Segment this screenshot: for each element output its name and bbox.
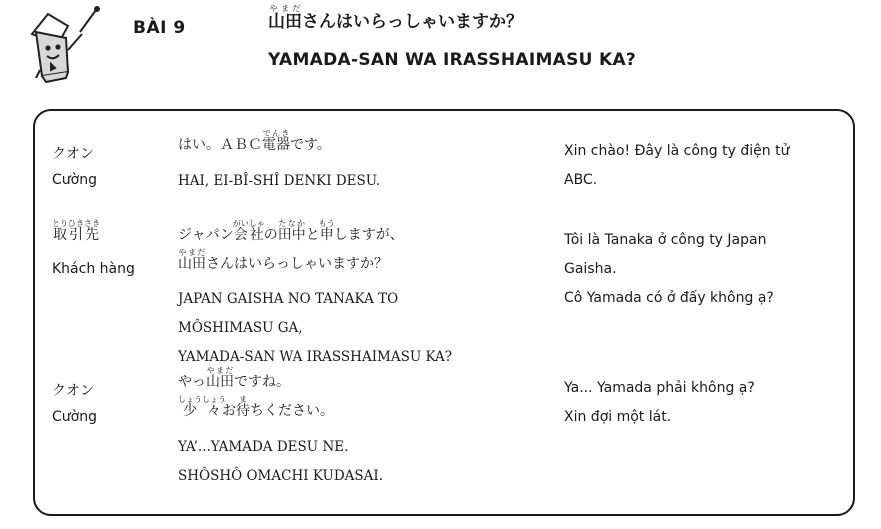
dialogue-romaji: MÔSHIMASU GA, [178,320,303,336]
translation-vn: Xin chào! Đây là công ty điện tử [564,143,790,159]
dialogue-romaji: YA’...YAMADA DESU NE. [178,439,349,455]
translation-vn: Ya... Yamada phải không ạ? [564,380,755,396]
dialogue-romaji: JAPAN GAISHA NO TANAKA TO [178,291,399,307]
dialogue-jp: はい。ＡＢＣ電器でんきです。 [178,129,331,153]
lesson-title-japanese: 山田やまださんはいらっしゃいますか？ [268,4,523,32]
translation-vn: Tôi là Tanaka ở công ty Japan [564,232,767,248]
dialogue-jp: 山田やまださんはいらっしゃいますか？ [178,248,388,272]
dialogue-jp: ジャパン会社がいしゃの田中たなかと申もうしますが、 [178,219,404,243]
speaker-jp: クオン [52,383,94,399]
speaker-vn: Cường [52,409,97,425]
dialogue-box [33,109,855,516]
dialogue-romaji: SHÔSHÔ OMACHI KUDASAI. [178,468,384,484]
lesson-number: BÀI 9 [133,18,186,38]
speaker-jp: クオン [52,146,94,162]
pencil-mascot-icon [22,4,104,84]
dialogue-jp: 少々しょうしょうお待まちください。 [178,395,334,419]
translation-vn: Gaisha. [564,261,617,277]
speaker-vn: Cường [52,172,97,188]
speaker-jp: 取引先とりひきさき [52,219,100,243]
dialogue-romaji: HAI, EI-BÎ-SHÎ DENKI DESU. [178,173,381,189]
dialogue-jp: やっ山田やまだですね。 [178,366,290,390]
lesson-title-romaji: YAMADA-SAN WA IRASSHAIMASU KA? [268,50,637,70]
translation-vn: Xin đợi một lát. [564,409,672,425]
translation-vn: ABC. [564,172,598,188]
dialogue-romaji: YAMADA-SAN WA IRASSHAIMASU KA? [178,349,453,365]
translation-vn: Cô Yamada có ở đấy không ạ? [564,290,774,306]
speaker-vn: Khách hàng [52,261,135,277]
